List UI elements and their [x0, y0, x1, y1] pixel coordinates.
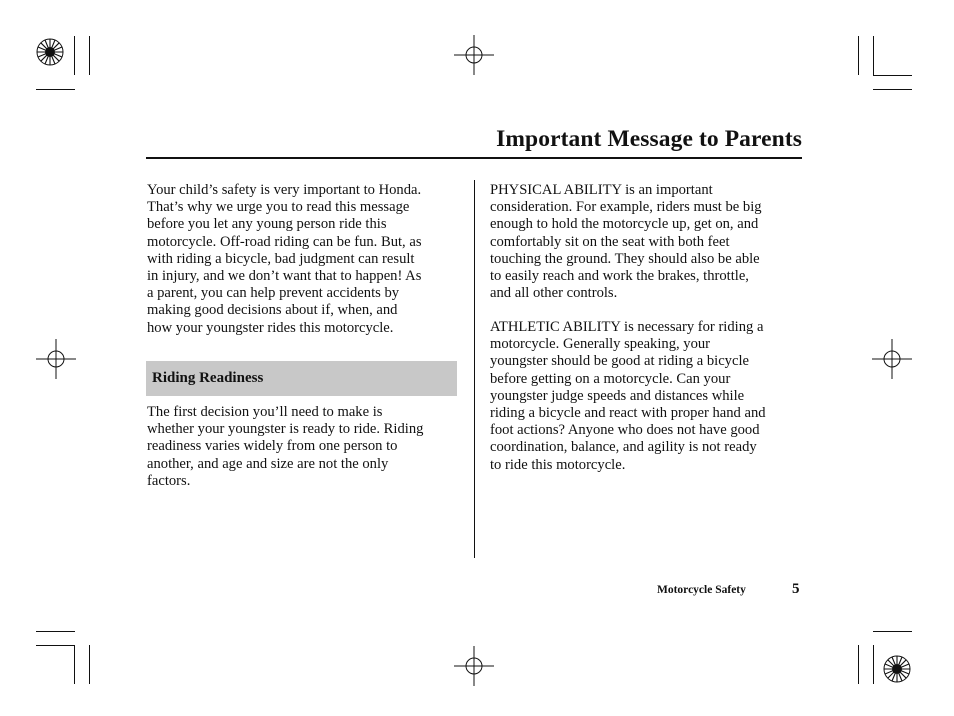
starburst-icon: [35, 37, 65, 67]
physical-ability-paragraph: PHYSICAL ABILITY is an important consideration. For example, riders must be big enough to hold the motorcycle up, get on, and comfortably sit on the seat with both feet touching the ground. They should also be able to easily reach and work the brakes, throttle, and all other controls.: [490, 182, 762, 302]
title-rule: [146, 157, 802, 159]
athletic-ability-paragraph: ATHLETIC ABILITY is necessary for riding a motorcycle. Generally speaking, your youngster should be good at riding a bicycle before getting on a motorcycle. Can your youngster judge speeds and distances while riding a bicycle and react with proper hand and foot actions? Anyone who does not have good coordination, balance, and agility is not ready to ride this motorcycle.: [490, 319, 766, 473]
crosshair-icon: [454, 646, 494, 686]
footer-section-label: Motorcycle Safety: [657, 584, 746, 596]
intro-paragraph: Your child’s safety is very important to Honda. That’s why we urge you to read this message before you let any young person ride this motorcycle. Off-road riding can be fun. But, as with riding a bicycle, bad judgment can result in injury, and we don’t want that to happen! As a parent, you can help prevent accidents by making good decisions about if, when, and how your youngster rides this motorcycle.: [147, 182, 422, 336]
starburst-icon: [882, 654, 912, 684]
crosshair-icon: [454, 35, 494, 75]
section-heading-bar: [146, 361, 457, 396]
page-number: 5: [792, 581, 800, 597]
readiness-paragraph: The first decision you’ll need to make is whether your youngster is ready to ride. Riding readiness varies widely from one person to another, and age and size are not the only factors.: [147, 404, 424, 489]
column-divider: [474, 180, 475, 558]
crosshair-icon: [36, 339, 76, 379]
crosshair-icon: [872, 339, 912, 379]
section-heading: Riding Readiness: [152, 370, 264, 386]
page-title: Important Message to Parents: [496, 126, 802, 152]
